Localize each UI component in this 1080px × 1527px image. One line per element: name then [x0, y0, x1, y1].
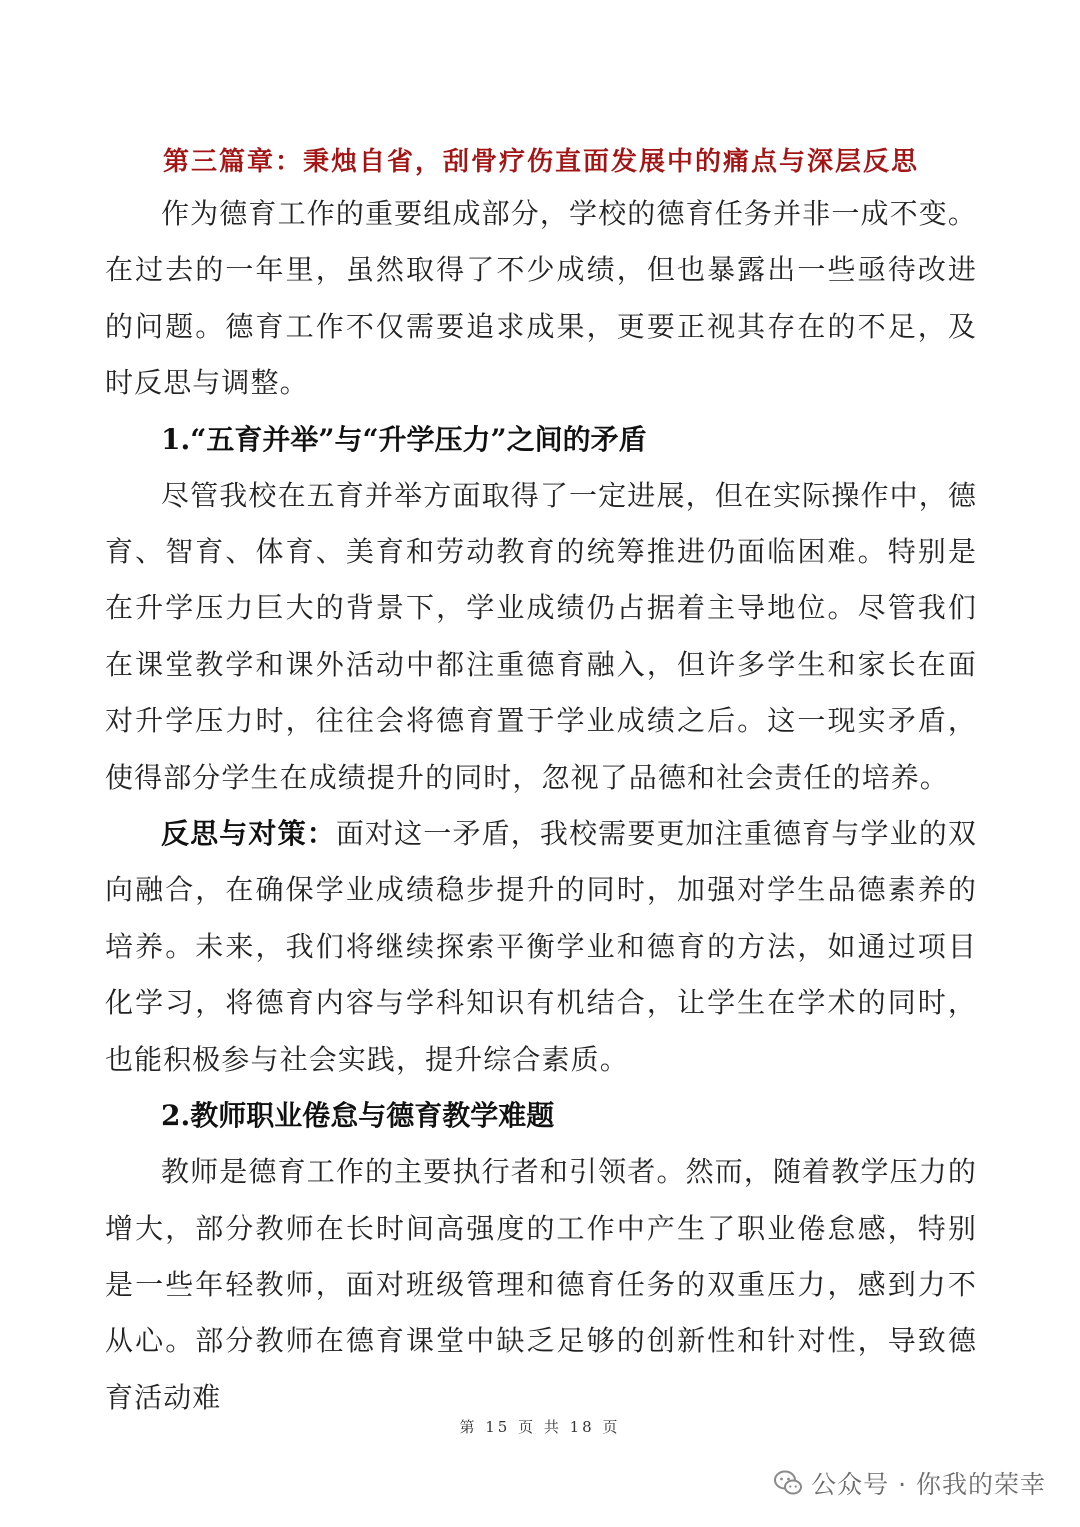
- reflection-body: 面对这一矛盾，我校需要更加注重德育与学业的双向融合，在确保学业成绩稳步提升的同时，加强对学生品德素养的培养。未来，我们将继续探索平衡学业和德育的方法，如通过项目化学习，将德育内容与学科知识有机结合，让学生在学术的同时，也能积极参与社会实践，提升综合素质。: [105, 817, 978, 1076]
- watermark: [773, 1463, 1046, 1503]
- section-1-heading: 1.“五育并举”与“升学压力”之间的矛盾: [161, 422, 647, 456]
- watermark-text: 公众号 · 你我的荣幸: [811, 1470, 1046, 1499]
- reflection-lead: 反思与对策：: [161, 817, 336, 851]
- intro-paragraph: 作为德育工作的重要组成部分，学校的德育任务并非一成不变。在过去的一年里，虽然取得了不少成绩，但也暴露出一些亟待改进的问题。德育工作不仅需要追求成果，更要正视其存在的不足，及时反思与调整。: [105, 197, 977, 400]
- reflection-paragraph: [105, 806, 977, 1088]
- section-1-paragraph: 尽管我校在五育并举方面取得了一定进展，但在实际操作中，德育、智育、体育、美育和劳动教育的统筹推进仍面临困难。特别是在升学压力巨大的背景下，学业成绩仍占据着主导地位。尽管我们在课堂教学和课外活动中都注重德育融入，但许多学生和家长在面对升学压力时，往往会将德育置于学业成绩之后。这一现实矛盾，使得部分学生在成绩提升的同时，忽视了品德和社会责任的培养。: [105, 478, 977, 794]
- page-number: 第 15 页 共 18 页: [459, 1418, 621, 1436]
- wechat-official-account-icon: [773, 1469, 803, 1497]
- chapter-title: 第三篇章：秉烛自省，刮骨疗伤直面发展中的痛点与深层反思: [162, 147, 919, 177]
- document-page: [105, 140, 977, 1426]
- section-2-paragraph: 教师是德育工作的主要执行者和引领者。然而，随着教学压力的增大，部分教师在长时间高强度的工作中产生了职业倦怠感，特别是一些年轻教师，面对班级管理和德育任务的双重压力，感到力不从心。部分教师在德育课堂中缺乏足够的创新性和针对性，导致德育活动难: [105, 1155, 977, 1414]
- section-2-heading: 2.教师职业倦怠与德育教学难题: [161, 1099, 555, 1133]
